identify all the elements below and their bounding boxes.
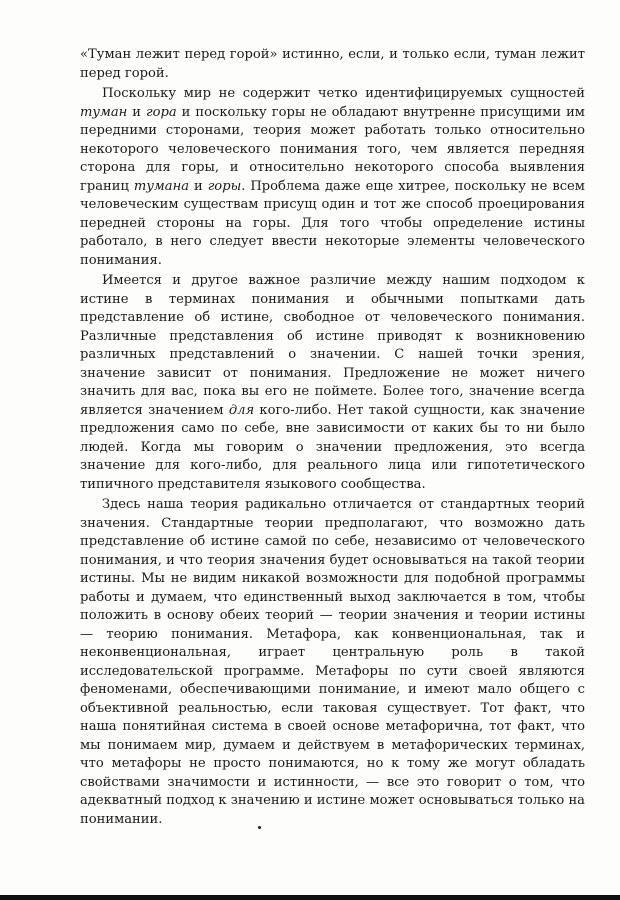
text-run: . Проблема даже еще хитрее, поскольку не всем человеческим существам присущ один и тот же способ проецирования передней стороны на горы. Для того чтобы определение истины работало, в него следует ввести некоторые элементы человеческого понимания.: [80, 178, 585, 268]
italic-term: туман: [80, 104, 128, 120]
text-run: и: [189, 178, 208, 194]
italic-term: горы: [207, 178, 242, 194]
body-text: [80, 46, 585, 829]
page-dot-mark: [258, 826, 261, 829]
text-run: и: [127, 104, 146, 120]
italic-term: гора: [146, 104, 177, 120]
text-run: кого-либо. Нет такой сущности, как значение предложения само по себе, вне зависимости от каких бы то ни было людей. Когда мы говорим о значении предложения, это всегда значение для кого-либо, для реального лица или гипотетического типичного представителя языкового сообщества.: [80, 402, 585, 492]
paragraph: [80, 496, 585, 829]
text-run: Поскольку мир не содержит четко идентифицируемых сущностей: [102, 86, 585, 101]
paragraph: [80, 46, 585, 83]
text-run: «Туман лежит перед горой» истинно, если, и только если, туман лежит перед горой.: [80, 47, 585, 81]
text-run: и поскольку горы не обладают внутренне присущими им передними сторонами, теория может работать только относительно некоторого человеческого понимания того, чем является передняя сторона для горы, и относительно некоторого способа выявления границ: [80, 104, 585, 194]
italic-term: тумана: [133, 178, 190, 194]
italic-term: для: [228, 402, 255, 418]
text-run: Имеется и другое важное различие между нашим подходом к истине в терминах понимания и обычными попытками дать представление об истине, свободное от человеческого понимания. Различные представления об истине приводят к возникновению различных представлений о значении. С нашей точки зрения, значение зависит от понимания. Предложение не может ничего значить для вас, пока вы его не поймете. Более того, значение всегда является значением: [80, 273, 585, 418]
paragraph: [80, 85, 585, 270]
page-bottom-edge: [0, 895, 620, 900]
paragraph: [80, 272, 585, 494]
text-run: Здесь наша теория радикально отличается от стандартных теорий значения. Стандартные теории предполагают, что возможно дать представление об истине самой по себе, независимо от человеческого понимания, и что теория значения будет основываться на такой теории истины. Мы не видим никакой возможности для подобной программы работы и думаем, что единственный выход заключается в том, чтобы положить в основу обеих теорий — теории значения и теории истины — теорию понимания. Метафора, как конвенциональная, так и неконвенциональная, играет центральную роль в такой исследовательской программе. Метафоры по сути своей являются феноменами, обеспечивающими понимание, и имеют мало общего с объективной реальностью, если таковая существует. Тот факт, что наша понятийная система в своей основе метафорична, тот факт, что мы понимаем мир, думаем и действуем в метафорических терминах, что метафоры не просто понимаются, но к тому же могут обладать свойствами значимости и истинности, — все это говорит о том, что адекватный подход к значению и истине может основываться только на понимании.: [80, 497, 585, 827]
